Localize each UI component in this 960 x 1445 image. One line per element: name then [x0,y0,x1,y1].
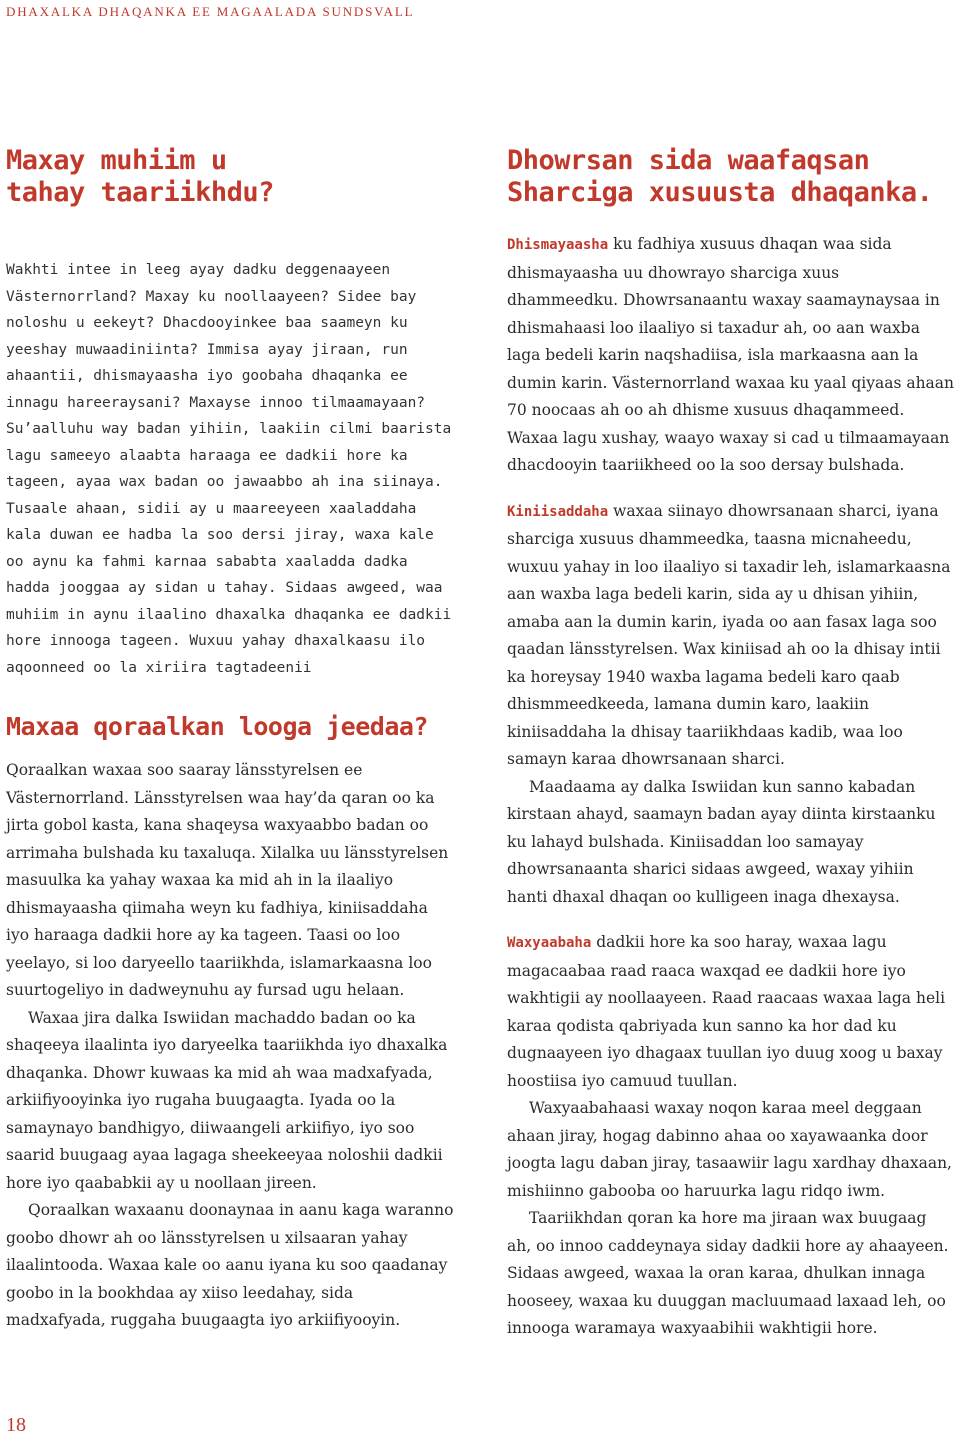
intro-paragraph: Su’aalluhu way badan yihiin, laakiin cilmi baarista lagu sameeyo alaabta haraaga ee dadkii hore ka tageen, ayaa wax badan oo jawaabbo ah ina siinaya. Tusaale ahaan, sidii ay u maareeyeen xaaladdaha kala duwan ee hadba la soo dersi jiray, waxa kale oo aynu ka fahmi karnaa sababta xaaladda dadka hadda jooggaa ay sidan u tahay. Sidaas awgeed, waa muhiim in aynu ilaalino dhaxalka dhaqanka ee dadkii hore innooga tageen. Wuxuu yahay dhaxalkaasu ilo aqoonneed oo la xiriira tagtadeenii [6,421,452,676]
body-paragraph: Qoraalkan waxaa soo saaray länsstyrelsen ee Västernorrland. Länsstyrelsen waa hay’da qaran oo ka jirta gobol kasta, kana shaqeysa waxyaabbo badan oo arrimaha bulshada ku taxaluqa. Xilalka uu länsstyrelsen masuulka ka yahay waxaa ka mid ah in la ilaaliyo dhismayaasha qiimaha weyn ku fadhiya, kiniisaddaha iyo haraaga dadkii hore ay ka tageen. Taasi oo loo yeelayo, si loo daryeello taariikhda, islamarkaasna loo suurtogeliyo in dadweynuhu ay fursad ugu helaan. [6,761,449,999]
remains-paragraph-3: Taariikhdan qoran ka hore ma jiraan wax buugaag ah, oo innoo caddeynaya siday dadkii hore ay ahaayeen. Sidaas awgeed, waxaa la oran karaa, dhulkan innaga hooseey, waxaa ku duuggan macluumaad laxaad leh, oo innooga waramaya waxyaabihii wakhtigii hore. [507,1209,949,1337]
buildings-paragraph [507,231,955,480]
churches-paragraph-2: Maadaama ay dalka Iswiidan kun sanno kabadan kirstaan ahayd, saamayn badan ayay diinta kirstaanku ku lahayd bulshada. Kiniisaddan loo samayay dhowrsanaanta sharici sidaas awgeed, waxay yihiin hanti dhaxal dhaqan oo kulligeen inaga dhexaysa. [507,777,936,906]
remains-text: dadkii hore ka soo haray, waxaa lagu magacaabaa raad raaca waxqad ee dadkii hore iyo wakhtigii ay noollaayeen. Raad raacaas waxaa laga heli karaa qodista qabriyada kun sanno ka hor dad ku dugnaayeen iyo dhagaax tuullan iyo duug xoog u baxay hoostiisa iyo camuud tuullan. [507,933,946,1090]
section-heading-purpose: Maxaa qoraalkan looga jeedaa? [6,712,428,741]
lede-paragraph: Wakhti intee in leeg ayay dadku deggenaayeen Västernorrland? Maxay ku noollaayeen? Sidee bay noloshu u eekeyt? Dhacdooyinkee baa saameyn ku yeeshay muwaadiniinta? Immisa ayay jiraan, run ahaantii, dhismayaasha iyo goobaha dhaqanka ee innagu hareeraysani? Maxayse innoo tilmaamayaan? [6,262,426,411]
section-heading-protection: Dhowrsan sida waafaqsan Sharciga xusuusta dhaqanka. [507,145,933,208]
section-heading-importance: Maxay muhiim u tahay taariikhdu? [6,145,274,208]
body-paragraph: Qoraalkan waxaanu doonaynaa in aanu kaga waranno goobo dhowr ah oo länsstyrelsen u xilsaaran yahay ilaalintooda. Waxaa kale oo aanu iyana ku soo qaadanay goobo in la bookhdaa ay xiiso leedahay, sida madxafyada, ruggaha buugaagta iyo arkiifiyooyin. [6,1201,454,1329]
right-column [507,145,955,1343]
churches-paragraph [507,498,955,774]
page-number: 18 [6,1414,26,1436]
keyword-remains: Waxyaabaha [507,935,592,951]
churches-text: waxaa siinayo dhowrsanaan sharci, iyana sharciga xusuus dhammeedka, taasna micnaheedu, wuxuu yahay in loo ilaaliyo si taxadir leh, islamarkaasna aan waxba laga bedeli karin, sida ay u dhisan yihiin, amaba aan la dumin karin, iyada oo aan fasax laga soo qaadan länsstyrelsen. Wax kiniisad ah oo la dhisay intii ka horeysay 1940 waxba lagama bedeli karo qaab dhismmeedkeeda, lamana dumin karo, laakiin kiniisaddaha la dhisay taariikhdaas kadib, waa loo samayn karaa dhowrsanaan sharci. [507,501,951,768]
remains-paragraph [507,929,955,1095]
buildings-text: ku fadhiya xusuus dhaqan waa sida dhismayaasha uu dhowrayo sharciga xuus dhammeedku. Dhowrsanaantu waxay saamaynaysaa in dhismahaasi loo ilaaliyo si taxadur ah, oo aan waxba laga bedeli karin naqshadiisa, isla markaasna aan la dumin karin. Västernorrland waxaa ku yaal qiyaas ahaan 70 noocaas ah oo ah dhisme xusuus dhaqammeed. Waxaa lagu xushay, waayo waxay si cad u tilmaamayaan dhacdooyin taariikheed oo la soo dersay bulshada. [507,235,955,474]
running-head: DHAXALKA DHAQANKA EE MAGAALADA SUNDSVALL [6,4,415,19]
remains-paragraph-2: Waxyaabahaasi waxay noqon karaa meel deggaan ahaan jiray, hogag dabinno ahaa oo xayawaanka door joogta lagu daban jiray, tasaawiir lagu xardhay dhaxaan, mishiinno gabooba oo haruurka lagu ridqo iwm. [507,1099,952,1200]
left-column [6,145,454,1335]
keyword-buildings: Dhismayaasha [507,237,609,253]
keyword-churches: Kiniisaddaha [507,503,609,520]
body-paragraph: Waxaa jira dalka Iswiidan machaddo badan oo ka shaqeeya ilaalinta iyo daryeelka taariikhda iyo dhaxalka dhaqanka. Dhowr kuwaas ka mid ah waa madxafyada, arkiifiyooyinka iyo rugaha buugaagta. Iyada oo la samaynayo bandhigyo, diiwaangeli arkiifiyo, iyo soo saarid buugaag ayaa lagaga sheekeeyaa noloshii dadkii hore iyo qaababkii ay u noollaan jireen. [6,1008,448,1192]
